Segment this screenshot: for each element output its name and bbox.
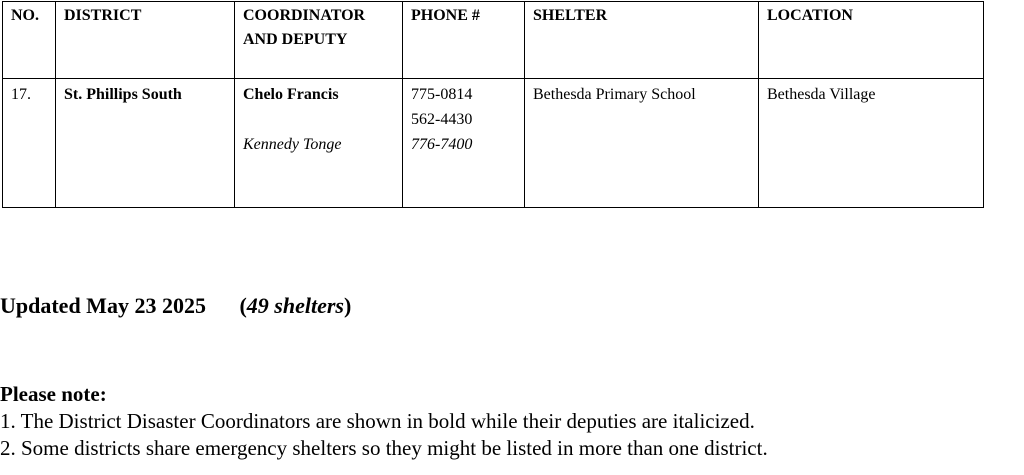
cell-district [56, 79, 235, 208]
coordinator-phone-2: 562-4430 [411, 111, 473, 128]
header-coordinator-line1: COORDINATOR [243, 7, 366, 24]
coordinator-name: Chelo Francis [243, 86, 339, 103]
shelter-name: Bethesda Primary School [533, 86, 696, 103]
cell-phone [403, 79, 525, 208]
cell-shelter [525, 79, 759, 208]
header-phone: PHONE # [403, 2, 525, 79]
coordinator-phone-1: 775-0814 [411, 86, 473, 103]
count-text: 49 shelters [246, 293, 344, 318]
header-coordinator-line2: AND DEPUTY [243, 31, 348, 48]
header-coordinator [235, 2, 403, 79]
updated-line [0, 293, 351, 319]
header-row [3, 2, 984, 79]
location-name: Bethesda Village [767, 86, 876, 103]
header-location: LOCATION [759, 2, 984, 79]
deputy-phone: 776-7400 [411, 136, 473, 153]
note-item-1: 1. The District Disaster Coordinators are shown in bold while their deputies are italicized. [0, 409, 755, 433]
note-title: Please note: [0, 382, 107, 406]
shelter-count [239, 293, 351, 318]
header-no: NO. [3, 2, 56, 79]
shelter-table [2, 1, 984, 208]
district-name: St. Phillips South [64, 86, 182, 103]
header-shelter: SHELTER [525, 2, 759, 79]
deputy-name: Kennedy Tonge [243, 136, 342, 153]
table-header [3, 2, 984, 79]
count-open-paren: ( [239, 293, 247, 318]
cell-no [3, 79, 56, 208]
note-item-2: 2. Some districts share emergency shelters so they might be listed in more than one district. [0, 436, 768, 460]
cell-location [759, 79, 984, 208]
header-district: DISTRICT [56, 2, 235, 79]
notes-section [0, 381, 768, 462]
count-close-paren: ) [343, 293, 352, 318]
updated-date: Updated May 23 2025 [0, 293, 206, 318]
row-number: 17. [11, 86, 31, 103]
table-row [3, 79, 984, 208]
cell-coordinator [235, 79, 403, 208]
